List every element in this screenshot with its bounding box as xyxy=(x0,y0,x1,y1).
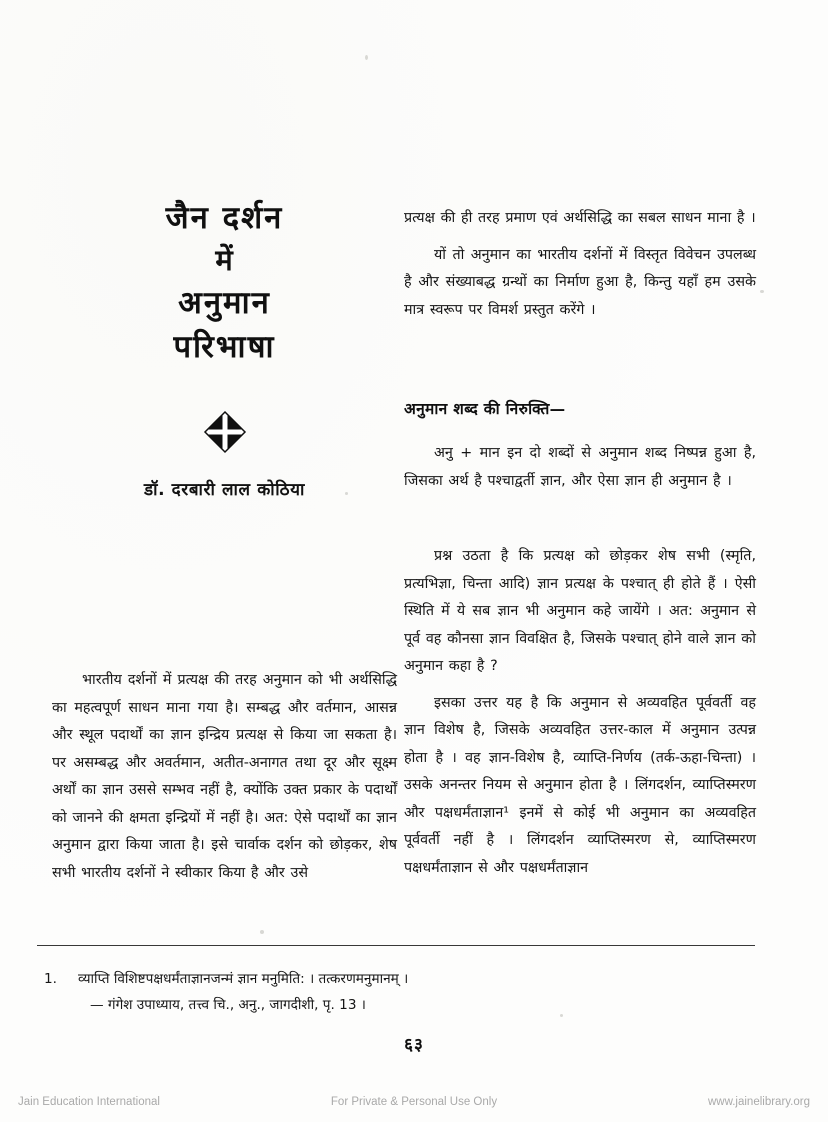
title-line-1: जैन दर्शन xyxy=(165,200,284,236)
scan-speck xyxy=(260,930,264,934)
left-column-body xyxy=(52,667,397,887)
right-paragraph-second: यों तो अनुमान का भारतीय दर्शनों में विस्तृत विवेचन उपलब्ध है और संख्याबद्ध ग्रन्थों का निर्माण हुआ है, किन्तु यहाँ हम उसके मात्र स्वरूप पर विमर्श प्रस्तुत करेंगे । xyxy=(404,246,756,318)
diamond-cross-ornament xyxy=(202,409,248,455)
right-paragraph-third: अनु + मान इन दो शब्दों से अनुमान शब्द निष्पन्न हुआ है, जिसका अर्थ है पश्चाद्वर्ती ज्ञान, और ऐसा ज्ञान ही अनुमान है । xyxy=(404,445,756,489)
page-footer xyxy=(0,1092,828,1112)
footer-center-text: For Private & Personal Use Only xyxy=(330,1096,498,1108)
footer-left-text: Jain Education International xyxy=(18,1096,160,1108)
scan-speck xyxy=(365,55,368,60)
footnote-separator xyxy=(37,945,755,946)
footnote-line xyxy=(44,966,784,992)
author-byline: डॉ. दरबारी लाल कोठिया xyxy=(143,480,305,501)
right-column-top xyxy=(404,205,756,324)
right-column-mid xyxy=(404,440,756,495)
article-masthead xyxy=(52,196,397,500)
right-column-bottom xyxy=(404,543,756,882)
section-heading: अनुमान शब्द की निरुक्ति— xyxy=(404,400,566,418)
ornament-container xyxy=(52,409,397,455)
left-paragraph-1: भारतीय दर्शनों में प्रत्यक्ष की तरह अनुमान को भी अर्थसिद्धि का महत्वपूर्ण साधन माना गया है। सम्बद्ध और वर्तमान, आसन्न और स्थूल पदार्थों का ज्ञान इन्द्रिय प्रत्यक्ष से किया जा सकता है। पर असम्बद्ध और अवर्तमान, अतीत-अनागत तथा दूर और सूक्ष्म अर्थों का ज्ञान उससे सम्भव नहीं है, क्योंकि उक्त प्रकार के पदार्थों को जानने की क्षमता इन्द्रियों में नहीं है। अत: ऐसे पदार्थों का ज्ञान अनुमान द्वारा किया जाता है। इसे चार्वाक दर्शन को छोड़कर, शेष सभी भारतीय दर्शनों ने स्वीकार किया है और उसे xyxy=(52,672,397,881)
right-paragraph-top: प्रत्यक्ष की ही तरह प्रमाण एवं अर्थसिद्धि का सबल साधन माना है । xyxy=(404,210,756,226)
footnote-text: व्याप्ति विशिष्टपक्षधर्मंताज्ञानजन्मं ज्ञान मनुमिति: । तत्करणमनुमानम् । xyxy=(78,971,409,987)
title-line-3: अनुमान xyxy=(178,285,271,322)
scan-speck xyxy=(760,290,764,293)
footnote-source: — गंगेश उपाध्याय, तत्त्व चि., अनु., जागदीशी, पृ. 13 । xyxy=(90,997,366,1013)
title-line-4: परिभाषा xyxy=(173,329,276,366)
right-paragraph-fourth: प्रश्न उठता है कि प्रत्यक्ष को छोड़कर शेष सभी (स्मृति, प्रत्यभिज्ञा, चिन्ता आदि) ज्ञान प्रत्यक्ष के पश्चात् ही होते हैं । ऐसी स्थिति में ये सब ज्ञान भी अनुमान कहे जायेंगे । अत: अनुमान से पूर्व वह कौनसा ज्ञान विवक्षित है, जिसके पश्चात् होने वाले ज्ञान को अनुमान कहा है ? xyxy=(404,548,756,674)
title-line-2: में xyxy=(215,243,234,278)
footnote-number: 1. xyxy=(44,971,57,987)
footnote-block xyxy=(44,966,784,1018)
right-paragraph-fifth: इसका उत्तर यह है कि अनुमान से अव्यवहित पूर्ववर्ती वह ज्ञान विशेष है, जिसके अव्यवहित उत्तर-काल में अनुमान उत्पन्न होता है । वह ज्ञान-विशेष है, व्याप्ति-निर्णय (तर्क-ऊहा-चिन्ता) । उसके अनन्तर नियम से अनुमान होता है । लिंगदर्शन, व्याप्तिस्मरण और पक्षधर्मंताज्ञान¹ इनमें से कोई भी अनुमान का अव्यवहित पूर्ववर्ती नहीं है । लिंगदर्शन व्याप्तिस्मरण से, व्याप्तिस्मरण पक्षधर्मंताज्ञान से और पक्षधर्मंताज्ञान xyxy=(404,694,756,876)
page-number: ६३ xyxy=(404,1035,424,1055)
footer-right-link[interactable]: www.jainelibrary.org xyxy=(707,1096,810,1108)
